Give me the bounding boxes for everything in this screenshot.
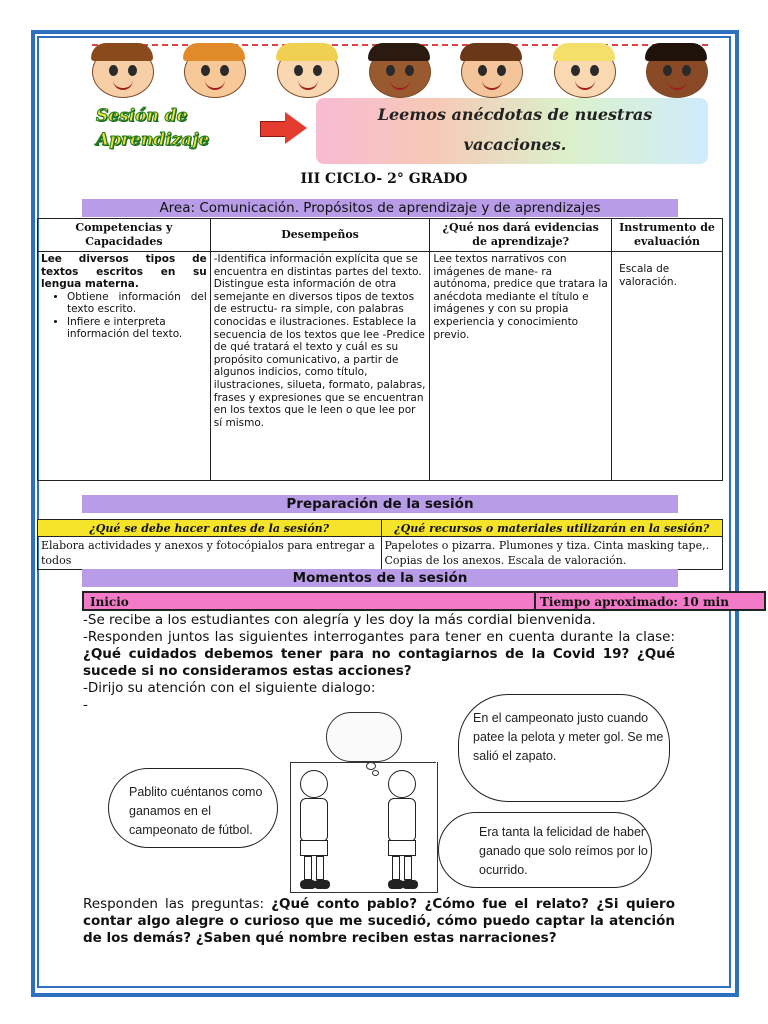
table-header-row [38,520,723,537]
speech-bubble-left: Pablito cuéntanos como ganamos en el campeonato de fútbol. [108,768,278,848]
table-header-cell: ¿Qué se debe hacer antes de la sesión? [38,520,382,537]
banner-title-left-line2: Aprendizaje [96,130,210,150]
paragraph: - [83,697,88,713]
list-item: • Obtiene información del texto escrito. [67,291,207,316]
final-questions-bold: ¿Qué conto pablo? ¿Cómo fue el relato? ¿Si quiero contar algo alegre o curioso que me sucedió, cómo puedo captar la atención de los demás? ¿Saben qué nombre reciben estas narraciones? [83,896,675,946]
speech-bubble-right-top: En el campeonato justo cuando patee la pelota y meter gol. Se me salió el zapato. [458,694,670,802]
paragraph-bold-text: ¿Qué cuidados debemos tener para no contagiarnos de la Covid 19? ¿Qué sucede si no consideramos estas acciones? [83,646,675,679]
paragraph: -Dirijo su atención con el siguiente dialogo: [83,680,376,696]
thought-dot-icon [372,770,379,776]
desempenos-cell: -Identifica información explícita que se encuentra en distintas partes del texto. Distingue esta información de otra semejante en diversos tipos de textos de estructu- ra simple, con palabras conocidas e ilustraciones. Establece la secuencia de los textos que lee -Predice de qué tratará el texto y cuál es su propósito comunicativo, a partir de algunos indicios, como título, ilustraciones, silueta, formato, palabras, frases y expresiones que se encuentran en los textos que le leen o que lee por sí mismo. [210,252,430,481]
banner-title-left-line1: Sesión de [96,106,188,126]
final-questions-text: Responden las preguntas: [83,896,272,912]
banner-title-right [330,100,700,160]
banner-title-left [96,104,266,152]
list-item: • Infiere e interpreta información del texto. [67,316,207,341]
child-face-icon [369,46,431,98]
grade-heading: III CICLO- 2° GRADO [300,171,468,187]
purposes-table [37,218,723,481]
competencia-text: Lee diversos tipos de textos escritos en su lengua materna. [41,253,207,290]
preparation-table [37,519,723,570]
antes-cell: Elabora actividades y anexos y fotocópialos para entregar a todos [38,537,382,570]
final-questions [83,896,675,947]
speech-bubble-right-bottom: Era tanta la felicidad de haber ganado que solo reímos por lo ocurrido. [438,812,652,888]
table-header-cell: Instrumento de evaluación [612,219,723,252]
moments-title-bar: Momentos de la sesión [82,569,678,587]
table-header-row [38,219,723,252]
table-row [38,252,723,481]
table-row [38,537,723,570]
recursos-cell: Papelotes o pizarra. Plumones y tiza. Cinta masking tape,. Copias de los anexos. Escala de valoración. [381,537,723,570]
instrumento-text: Escala de valoración. [619,263,677,288]
evidencias-cell: Lee textos narrativos con imágenes de mane- ra autónoma, predice que tratara la anécdota mediante el título e imágenes y con su propia experiencia y conocimiento previo. [430,252,612,481]
inicio-label: Inicio [90,595,129,609]
table-header-cell: ¿Qué recursos o materiales utilizarán en la sesión? [381,520,723,537]
preparation-title-bar: Preparación de la sesión [82,495,678,513]
paragraph [83,629,675,680]
competencias-cell [38,252,211,481]
inicio-row [82,591,766,611]
capacidades-list [41,291,207,341]
instrumento-cell [612,252,723,481]
paragraph: -Se recibe a los estudiantes con alegría y les doy la más cordial bienvenida. [83,612,596,628]
child-face-icon [646,46,708,98]
table-header-cell: ¿Qué nos dará evidencias de aprendizaje? [430,219,612,252]
table-header-cell: Competencias y Capacidades [38,219,211,252]
banner-title-right-line1: Leemos anécdotas de nuestras [377,105,653,124]
child-face-icon [554,46,616,98]
paragraph-text: -Responden juntos las siguientes interrogantes para tener en cuenta durante la clase: [83,629,675,645]
inicio-divider [534,593,536,609]
arrow-right-icon-head [285,112,307,144]
table-header-cell: Desempeños [210,219,430,252]
banner-title-right-line2: vacaciones. [463,135,567,154]
area-title-bar: Area: Comunicación. Propósitos de aprendizaje y de aprendizajes [82,199,678,217]
banner-children-faces [92,46,708,98]
child-face-icon [184,46,246,98]
arrow-right-icon [260,121,288,137]
child-face-icon [277,46,339,98]
dialogue-illustration [100,712,680,892]
child-face-icon [461,46,523,98]
child-face-icon [92,46,154,98]
thought-cloud-icon [326,712,402,762]
tiempo-label: Tiempo aproximado: 10 min [540,595,729,609]
thought-dot-icon [366,762,376,770]
